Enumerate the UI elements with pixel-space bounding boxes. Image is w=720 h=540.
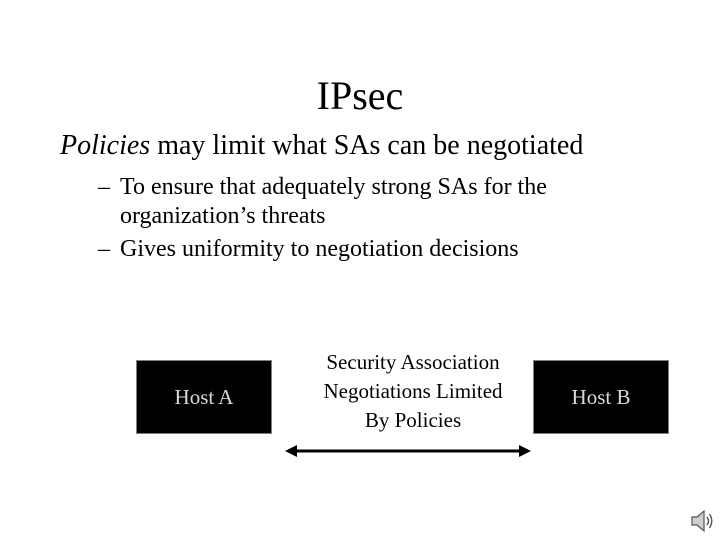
host-b-label: Host B [571,384,631,409]
host-a-label: Host A [174,384,234,409]
sub-bullet [98,235,678,264]
host-a-box [136,360,272,434]
negotiation-label [296,348,530,435]
negotiation-label-line: By Policies [364,408,462,432]
sub-bullet-list [98,173,678,268]
sub-bullet [98,173,678,231]
bullet-dash: – [98,236,110,262]
sub-bullet-line: Gives uniformity to negotiation decisions [120,236,519,262]
sub-bullet-line: To ensure that adequately strong SAs for the [120,174,547,200]
negotiation-label-line: Negotiations Limited [323,379,503,403]
host-b-box [533,360,669,434]
bullet-dash: – [98,174,110,200]
speaker-icon[interactable] [690,508,714,534]
main-bullet [60,126,700,166]
main-bullet-text: may limit what SAs can be negotiated [150,130,584,161]
negotiation-label-line: Security Association [326,350,500,374]
main-bullet-emphasis: Policies [60,130,151,161]
sub-bullet-line: organization’s threats [120,203,326,229]
double-headed-arrow [285,442,531,460]
slide-title: IPsec [316,73,404,118]
